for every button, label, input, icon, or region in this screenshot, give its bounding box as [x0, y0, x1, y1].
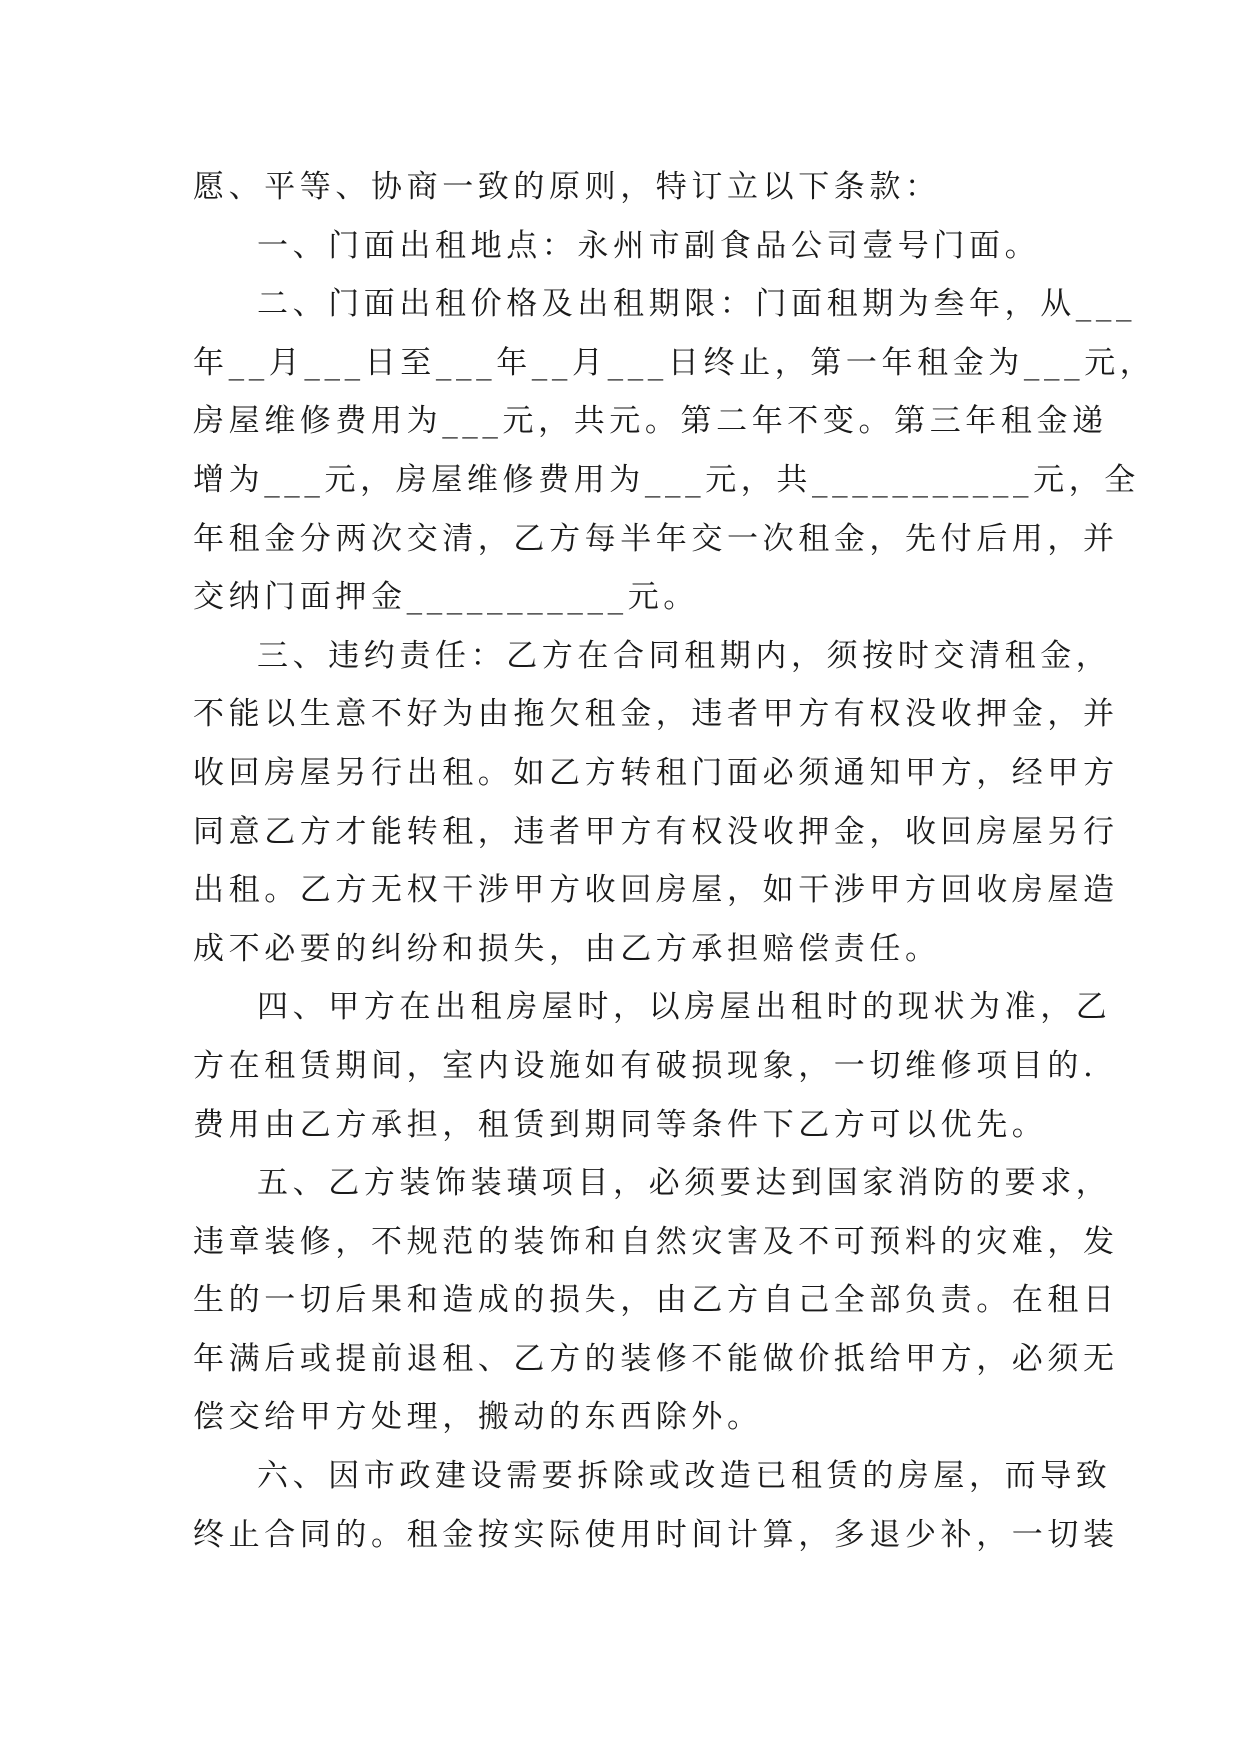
text-line: 三、违约责任：乙方在合同租期内，须按时交清租金， — [257, 637, 1112, 674]
text-line: 房屋维修费用为___元，共元。第二年不变。第三年租金递 — [193, 403, 1108, 440]
contract-body-text — [193, 158, 1156, 1564]
text-line: 年租金分两次交清，乙方每半年交一次租金，先付后用，并 — [193, 520, 1119, 557]
text-line: 二、门面出租价格及出租期限：门面租期为叁年，从___ — [257, 286, 1137, 323]
text-line: 违章装修，不规范的装饰和自然灾害及不可预料的灾难，发 — [193, 1223, 1119, 1260]
text-line: 同意乙方才能转租，违者甲方有权没收押金，收回房屋另行 — [193, 813, 1119, 850]
text-line: 出租。乙方无权干涉甲方收回房屋，如干涉甲方回收房屋造 — [193, 872, 1119, 909]
text-line: 愿、平等、协商一致的原则，特订立以下条款： — [193, 169, 941, 205]
text-line: 成不必要的纠纷和损失，由乙方承担赔偿责任。 — [193, 930, 941, 967]
text-line: 收回房屋另行出租。如乙方转租门面必须通知甲方，经甲方 — [193, 754, 1119, 791]
text-line: 六、因市政建设需要拆除或改造已租赁的房屋，而导致 — [257, 1458, 1112, 1495]
text-line: 五、乙方装饰装璜项目，必须要达到国家消防的要求， — [257, 1165, 1112, 1202]
text-line: 年满后或提前退租、乙方的装修不能做价抵给甲方，必须无 — [193, 1340, 1119, 1377]
text-line: 终止合同的。租金按实际使用时间计算，多退少补，一切装 — [193, 1516, 1119, 1553]
text-line: 增为___元，房屋维修费用为___元，共___________元，全 — [193, 461, 1140, 498]
text-line: 偿交给甲方处理，搬动的东西除外。 — [193, 1399, 763, 1436]
text-line: 一、门面出租地点：永州市副食品公司壹号门面。 — [257, 227, 1041, 264]
text-line: 不能以生意不好为由拖欠租金，违者甲方有权没收押金，并 — [193, 696, 1119, 733]
text-line: 费用由乙方承担，租赁到期同等条件下乙方可以优先。 — [193, 1106, 1048, 1143]
text-line: 交纳门面押金___________元。 — [193, 579, 699, 616]
text-line: 生的一切后果和造成的损失，由乙方自己全部负责。在租日 — [193, 1282, 1119, 1319]
text-line: 年__月___日至___年__月___日终止，第一年租金为___元， — [193, 344, 1156, 381]
text-line: 方在租赁期间，室内设施如有破损现象，一切维修项目的. — [193, 1047, 1098, 1084]
text-line: 四、甲方在出租房屋时，以房屋出租时的现状为准，乙 — [257, 989, 1112, 1026]
